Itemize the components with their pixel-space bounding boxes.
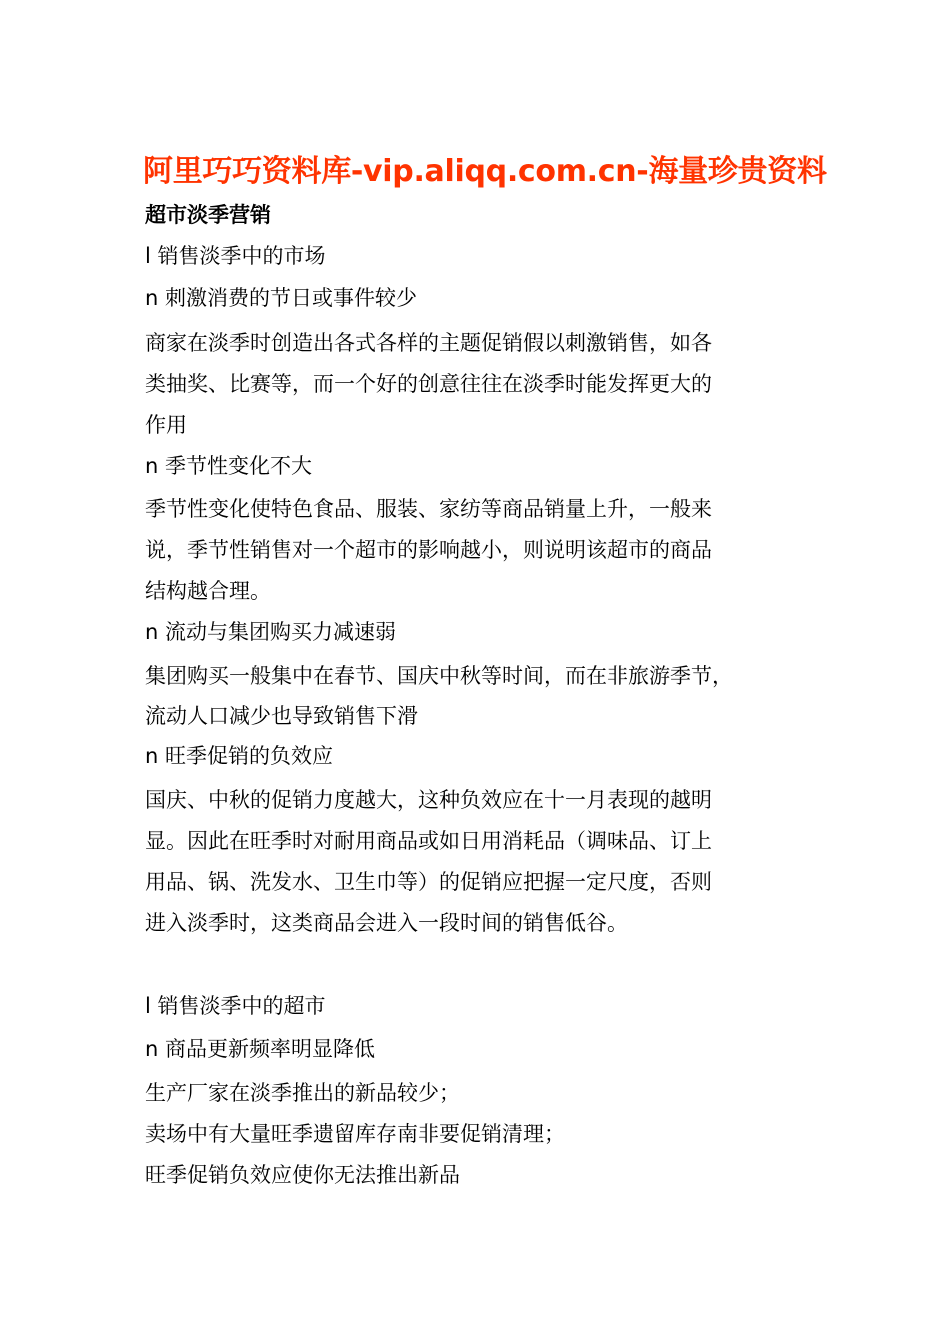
paragraph-line: 卖场中有大量旺季遗留库存南非要促销清理； <box>145 1122 565 1146</box>
paragraph-line: 显。因此在旺季时对耐用商品或如日用消耗品（调味品、订上 <box>145 829 712 853</box>
paragraph-line: 生产厂家在淡季推出的新品较少； <box>145 1081 460 1105</box>
paragraph-line: 进入淡季时，这类商品会进入一段时间的销售低谷。 <box>145 911 628 935</box>
paragraph-line: 用品、锅、洗发水、卫生巾等）的促销应把握一定尺度，否则 <box>145 870 712 894</box>
paragraph-line: 商家在淡季时创造出各式各样的主题促销假以刺激销售，如各 <box>145 331 712 355</box>
paragraph-line: 集团购买一般集中在春节、国庆中秋等时间，而在非旅游季节， <box>145 664 733 688</box>
paragraph-line: 国庆、中秋的促销力度越大，这种负效应在十一月表现的越明 <box>145 788 712 812</box>
heading-market: l 销售淡季中的市场 <box>145 244 326 268</box>
paragraph-line: 结构越合理。 <box>145 579 271 603</box>
paragraph-line: 说，季节性销售对一个超市的影响越小，则说明该超市的商品 <box>145 538 712 562</box>
paragraph-line: 作用 <box>145 413 187 437</box>
subheading-group-purchase: n 流动与集团购买力减速弱 <box>145 620 396 644</box>
heading-supermarket: l 销售淡季中的超市 <box>145 994 326 1018</box>
subheading-seasonal-change: n 季节性变化不大 <box>145 454 312 478</box>
paragraph-line: 旺季促销负效应使你无法推出新品 <box>145 1163 460 1187</box>
site-banner: 阿里巧巧资料库-vip.aliqq.com.cn-海量珍贵资料 <box>143 154 827 189</box>
paragraph-line: 流动人口减少也导致销售下滑 <box>145 704 418 728</box>
subheading-few-events: n 刺激消费的节日或事件较少 <box>145 286 417 310</box>
document-title: 超市淡季营销 <box>145 203 271 227</box>
paragraph-line: 类抽奖、比赛等，而一个好的创意往往在淡季时能发挥更大的 <box>145 372 712 396</box>
paragraph-line: 季节性变化使特色食品、服装、家纺等商品销量上升，一般来 <box>145 497 712 521</box>
subheading-negative-effect: n 旺季促销的负效应 <box>145 744 333 768</box>
subheading-product-update: n 商品更新频率明显降低 <box>145 1037 375 1061</box>
